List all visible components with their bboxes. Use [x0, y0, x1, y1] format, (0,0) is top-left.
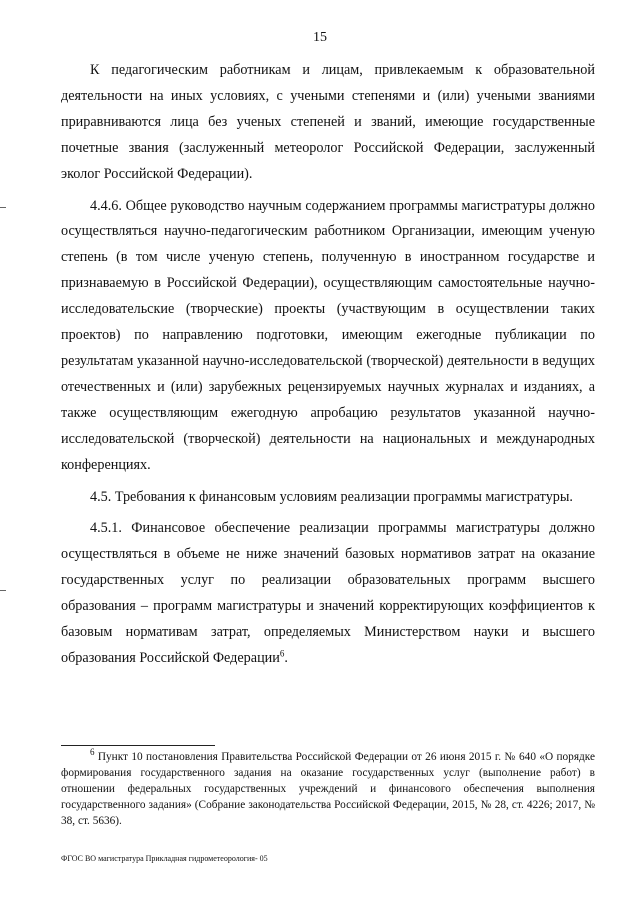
document-footer: ФГОС ВО магистратура Прикладная гидрометеорология- 05: [61, 854, 268, 863]
paragraph-4-5-1-text: 4.5.1. Финансовое обеспечение реализации программы магистратуры должно осуществляться в объеме не ниже значений базовых нормативов затрат на оказание государственных услуг по реализации образовательных программ высшего образования – программ магистратуры и значений корректирующих коэффициентов к базовым нормативам затрат, определяемых Министерством науки и высшего образования Российской Федерации: [61, 520, 595, 666]
page-number: 15: [313, 30, 327, 45]
paragraph-4-4-6: 4.4.6. Общее руководство научным содержанием программы магистратуры должно осуществляться научно-педагогическим работником Организации, имеющим ученую степень (в том числе ученую степень, полученную в иностранном государстве и признаваемую в Российской Федерации), осуществляющим самостоятельные научно-исследовательские (творческие) проекты (участвующим в осуществлении таких проектов) по направлению подготовки, имеющим ежегодные публикации по результатам указанной научно-исследовательской (творческой) деятельности в ведущих отечественных и (или) зарубежных рецензируемых научных журналах и изданиях, а также осуществляющим ежегодную апробацию результатов указанной научно-исследовательской (творческой) деятельности на национальных и международных конференциях.: [61, 197, 595, 473]
scan-edge-mark: [0, 207, 6, 208]
paragraph-pedagogical-staff: К педагогическим работникам и лицам, привлекаемым к образовательной деятельности на иных условиях, с учеными степенями и (или) учеными званиями приравниваются лица без ученых степеней и званий, имеющие государственные почетные звания (заслуженный метеоролог Российской Федерации, заслуженный эколог Российской Федерации).: [61, 62, 595, 182]
footnote-separator: [61, 745, 215, 746]
document-body: [61, 58, 595, 672]
paragraph-4-5: 4.5. Требования к финансовым условиям реализации программы магистратуры.: [90, 488, 573, 505]
footnote-reference[interactable]: 6: [279, 648, 285, 659]
footnote-marker: 6: [90, 747, 95, 758]
footnote-text: Пункт 10 постановления Правительства Российской Федерации от 26 июня 2015 г. № 640 «О порядке формирования государственного задания на оказание государственных услуг (выполнение работ) в отношении федеральных государственных учреждений и финансового обеспечения выполнения государственного задания» (Собрание законодательства Российской Федерации, 2015, № 28, ст. 4226; 2017, № 38, ст. 5636).: [61, 751, 595, 828]
scan-edge-mark: [0, 590, 6, 591]
footnote: [61, 749, 595, 829]
paragraph-4-5-1: 4.5.1. Финансовое обеспечение реализации программы магистратуры должно осуществляться в объеме не ниже значений базовых нормативов затрат на оказание государственных услуг по реализации образовательных программ высшего образования – программ магистратуры и значений корректирующих коэффициентов к базовым нормативам затрат, определяемых Министерством науки и высшего образования Российской Федерации$^6$.: [61, 520, 595, 666]
footnote-text-block: [61, 749, 595, 829]
